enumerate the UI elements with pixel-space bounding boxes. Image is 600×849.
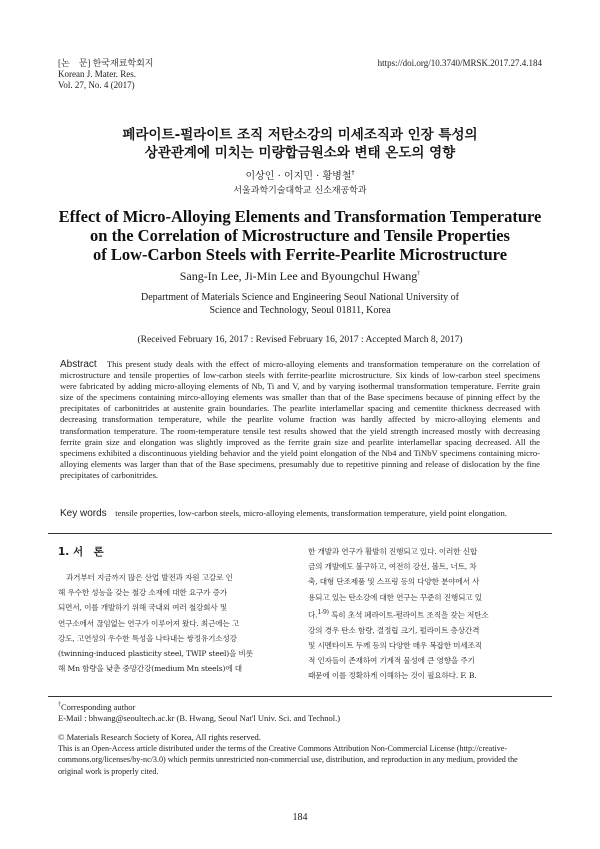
- title-en-line1: Effect of Micro-Alloying Elements and Transformation Temperature: [58, 207, 542, 226]
- license-line: original work is properly cited.: [58, 766, 159, 776]
- journal-name-en: Korean J. Mater. Res.: [58, 69, 136, 79]
- title-kr-line1: 페라이트-펄라이트 조직 저탄소강의 미세조직과 인장 특성의: [122, 127, 478, 143]
- body-left-column: [58, 570, 292, 676]
- body-line: 되면서, 이를 개발하기 위해 국내외 여러 철강회사 및: [58, 603, 228, 613]
- corresponding-author-note: [58, 700, 548, 713]
- affiliation-en: [40, 291, 560, 317]
- citation-ref: 1-9): [317, 608, 329, 616]
- body-line: 강의 경우 탄소 함량, 결정립 크기, 펄라이트 층상간격: [308, 625, 480, 635]
- body-line: 적 인자들이 존재하여 기계적 물성에 큰 영향을 주기: [308, 655, 475, 665]
- body-line: 강도, 고연성의 우수한 특성을 나타내는 쌍정유기소성강: [58, 633, 237, 643]
- title-en-line3: of Low-Carbon Steels with Ferrite-Pearlite Microstructure: [92, 245, 508, 264]
- authors-en-text: Sang-In Lee, Ji-Min Lee and Byoungchul Hwang: [179, 269, 418, 283]
- received-dates: (Received February 16, 2017 : Revised February 16, 2017 : Accepted March 8, 2017): [137, 335, 463, 345]
- doi-link[interactable]: https://doi.org/10.3740/MRSK.2017.27.4.184: [377, 58, 542, 68]
- article-category: [논 문]: [58, 58, 91, 68]
- title-kr-line2: 상관관계에 미치는 미량합금원소와 변태 온도의 영향: [144, 145, 456, 161]
- authors-en: [40, 269, 560, 284]
- license-line: This is an Open-Access article distributed under the terms of the Creative Commons Attribution Non-Commercial License (http://creative-: [58, 744, 508, 754]
- journal-header: [58, 58, 154, 91]
- authors-kr: [40, 167, 560, 182]
- corresponding-label: Corresponding author: [61, 701, 136, 712]
- page-number: 184: [292, 812, 308, 823]
- abstract-text: This present study deals with the effect of micro-alloying elements and transformation temperature on the correlation of microstructure and tensile properties of low-carbon steels with ferrite-pearlite microstructure. Six kinds of low-carbon steel specimens were fabricated by adding micro-alloying elements of Nb, Ti and V, and by varying isothermal transformation temperature. Ferrite grain size of the specimens containing mirco-alloying elements was smaller than that of the Base specimens because of pinning effect by the precipitates of carbonitrides at austenite grain boundaries. The pearlite interlamellar spacing and cementite thickness decreased with decreasing transformation temperature, while the pearlite volume fraction was hardly affected by micro-alloying elements and transformation temperature. The room-temperature tensile test results showed that the yield strength increased mostly with decreasing ferrite grain size and elongation was slightly improved as the ferrite grain size and pearlite interlamellar spacing decreased. All the specimens exhibited a discontinuous yielding behavior and the yield point elongation of the Nb4 and TiNbV specimens containing micro-alloying elements was larger than that of the Base specimens, presumably due to repetitive pinning and release of dislocation by the fine precipitates of carbonitrides.: [60, 359, 540, 480]
- affiliation-en-line1: Department of Materials Science and Engineering Seoul National University of: [141, 292, 459, 303]
- body-line: (twinning-induced plasticity steel, TWIP steel)을 비롯: [58, 649, 253, 659]
- body-line: 해 Mn 함량을 낮춘 중망간강(medium Mn steels)에 대: [58, 664, 242, 674]
- keywords-label: Key words: [60, 508, 107, 519]
- keywords-text: tensile properties, low-carbon steels, micro-alloying elements, transformation temperature, yield point elongation.: [115, 508, 507, 518]
- body-right-column: [308, 544, 542, 683]
- abstract-divider: [48, 533, 552, 534]
- body-line: 연구소에서 끊임없는 연구가 이루어져 왔다. 최근에는 고: [58, 618, 240, 628]
- journal-volume: Vol. 27, No. 4 (2017): [58, 80, 135, 90]
- body-line: 축, 대형 단조제품 및 스프링 등의 다양한 분야에서 사: [308, 577, 480, 587]
- title-en-line2: on the Correlation of Microstructure and Tensile Properties: [90, 226, 510, 245]
- body-line: 때문에 이를 정확하게 이해하는 것이 필요하다. F. B.: [308, 671, 477, 681]
- body-line: [308, 605, 542, 623]
- footnote-divider: [48, 696, 552, 697]
- abstract: [60, 359, 540, 481]
- body-text: 특히 초석 페라이트-펄라이트 조직을 갖는 저탄소: [328, 610, 489, 620]
- keywords: [60, 508, 550, 519]
- body-line: 및 시멘타이트 두께 등의 다양한 매우 복잡한 미세조직: [308, 640, 482, 650]
- affiliation-kr: 서울과학기술대학교 신소재공학과: [233, 186, 367, 196]
- body-line: 용되고 있는 탄소강에 대한 연구는 꾸준히 진행되고 있: [308, 592, 482, 602]
- license-line: commons.org/licenses/by-nc/3.0) which permits unrestricted non-commercial use, distribution, and reproduction in any medium, provided the: [58, 755, 518, 765]
- body-line: 한 개발과 연구가 활발히 진행되고 있다. 이러한 신합: [308, 547, 478, 556]
- body-line: 금의 개발에도 불구하고, 여전히 강선, 볼트, 너트, 차: [308, 562, 477, 572]
- copyright-line: © Materials Research Society of Korea, All rights reserved.: [58, 731, 261, 742]
- abstract-label: Abstract: [60, 359, 97, 370]
- authors-kr-text: 이상인 · 이지민 · 황병철: [245, 171, 352, 182]
- affiliation-en-line2: Science and Technology, Seoul 01811, Korea: [209, 305, 391, 316]
- footnote-dagger: †: [58, 702, 61, 708]
- body-text: 다.: [308, 610, 318, 620]
- journal-name-kr: 한국재료학회지: [92, 58, 154, 68]
- body-line: 과거부터 지금까지 많은 산업 발전과 자원 고갈로 인: [66, 573, 233, 582]
- corresponding-dagger-kr: †: [351, 169, 355, 177]
- email-line: E-Mail : bhwang@seoultech.ac.kr (B. Hwang, Seoul Nat'l Univ. Sci. and Technol.): [58, 713, 341, 724]
- corresponding-dagger-en: †: [417, 271, 421, 277]
- body-line: 해 우수한 성능을 갖는 철강 소재에 대한 요구가 증가: [58, 588, 228, 598]
- section-heading-introduction: 1. 서 론: [58, 546, 104, 558]
- footnotes: [58, 700, 548, 777]
